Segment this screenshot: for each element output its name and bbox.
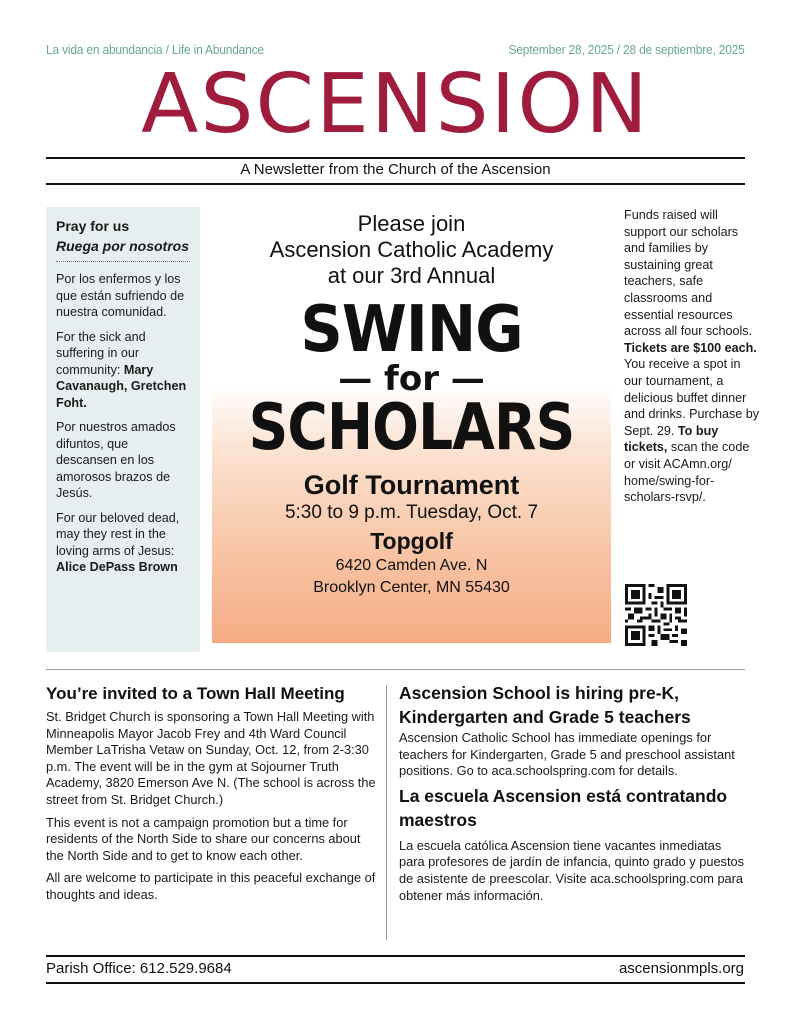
masthead-title: ASCENSION: [141, 57, 650, 152]
prayer-sick-text: For the sick and suffering in our community:: [56, 329, 146, 377]
details-intro: Funds raised will support our scholars and families by sustaining great teachers, safe classrooms and essential resources across all four schools.: [624, 208, 753, 339]
intro-line-1: Please join: [357, 211, 466, 236]
section-divider: [46, 669, 745, 670]
prayer-dead-names: Alice DePass Brown: [56, 560, 178, 574]
rsvp-link[interactable]: scan the code or visit ACAmn.org/ home/swing-for-scholars-rsvp/.: [624, 440, 750, 505]
event-title-swing: SWING: [300, 293, 523, 367]
prayer-sick-es: Por los enfermos y los que están sufriendo de nuestra comunidad.: [56, 272, 185, 319]
parish-office-phone: Parish Office: 612.529.9684: [46, 960, 232, 977]
town-hall-p3: All are welcome to participate in this peaceful exchange of thoughts and ideas.: [46, 870, 376, 902]
prayer-dead-en: [56, 510, 190, 576]
town-hall-p2: This event is not a campaign promotion but a time for residents of the North Side to share our concerns about the North Side and to get to know each other.: [46, 814, 361, 863]
town-hall-heading: You’re invited to a Town Hall Meeting: [46, 684, 345, 703]
intro-line-3: at our 3rd Annual: [327, 263, 496, 288]
intro-line-2: Ascension Catholic Academy: [269, 237, 554, 262]
footer-rule-top: [46, 955, 745, 957]
prayer-sidebar: [46, 207, 200, 652]
prayer-title: Pray for us: [56, 218, 130, 234]
event-subtitle: Golf Tournament: [303, 470, 520, 500]
hiring-article: [399, 681, 745, 904]
event-details: [624, 207, 760, 506]
prayer-sick-names: Mary Cavanaugh, Gretchen Foht.: [56, 362, 187, 410]
hiring-heading-en: Ascension School is hiring pre-K, Kindergarten and Grade 5 teachers: [399, 683, 691, 727]
prayer-dead-text: For our beloved dead, may they rest in the loving arms of Jesus:: [56, 510, 180, 558]
qr-code-icon[interactable]: [625, 584, 687, 646]
motto: La vida en abundancia / Life in Abundance: [46, 42, 264, 57]
hiring-body-en: Ascension Catholic School has immediate openings for teachers for Kindergarten, Grade 5 and preschool assistant positions. Go to aca.schoolspring.com for details.: [399, 730, 735, 779]
footer-rule-bottom: [46, 982, 745, 984]
website-link[interactable]: ascensionmpls.org: [618, 960, 744, 977]
details-mid: You receive a spot in our tournament, a delicious buffet dinner and drinks. Purchase by Sept. 29.: [624, 357, 760, 438]
ticket-price: Tickets are $100 each.: [624, 340, 757, 355]
tagline: A Newsletter from the Church of the Ascension: [240, 161, 551, 178]
event-time: 5:30 to 9 p.m. Tuesday, Oct. 7: [284, 502, 539, 523]
hiring-heading-es: La escuela Ascension está contratando maestros: [399, 785, 728, 830]
town-hall-article: [46, 683, 376, 904]
event-address-1: 6420 Camden Ave. N: [335, 557, 488, 574]
hiring-body-es: La escuela católica Ascension tiene vacantes inmediatas para profesores de jardín de infancia, quinto grado y puestos de asistente de preescolar. Visite aca.schoolspring.com para obtener más información.: [399, 837, 745, 903]
swing-for-scholars-ad: [212, 207, 611, 643]
column-divider: [386, 685, 387, 940]
town-hall-p1: St. Bridget Church is sponsoring a Town Hall Meeting with Minneapolis Mayor Jacob Frey and 4th Ward Council Member LaTrisha Vetaw on Sunday, Oct. 12, from 2-3:30 p.m. The event will be in the gym at Sojourner Truth Academy, 3820 Emerson Ave N. (The school is across the street from St. Bridget Church.): [46, 709, 376, 807]
issue-date: September 28, 2025 / 28 de septiembre, 2025: [508, 42, 745, 57]
event-title-for: — for —: [338, 359, 485, 399]
prayer-dead-es: Por nuestros amados difuntos, que descansen en los amorosos brazos de Jesús.: [56, 420, 176, 500]
event-title-scholars: SCHOLARS: [248, 391, 575, 465]
dotted-divider: [56, 261, 190, 262]
prayer-sick-en: [56, 329, 190, 412]
buy-tickets-label: To buy tickets,: [624, 423, 719, 455]
header-rule-bottom: [46, 183, 745, 185]
event-intro: [212, 207, 611, 289]
event-address-2: Brooklyn Center, MN 55430: [313, 579, 510, 596]
event-venue: Topgolf: [370, 528, 453, 554]
prayer-title-es: Ruega por nosotros: [56, 238, 190, 254]
header-rule-top: [46, 157, 745, 159]
